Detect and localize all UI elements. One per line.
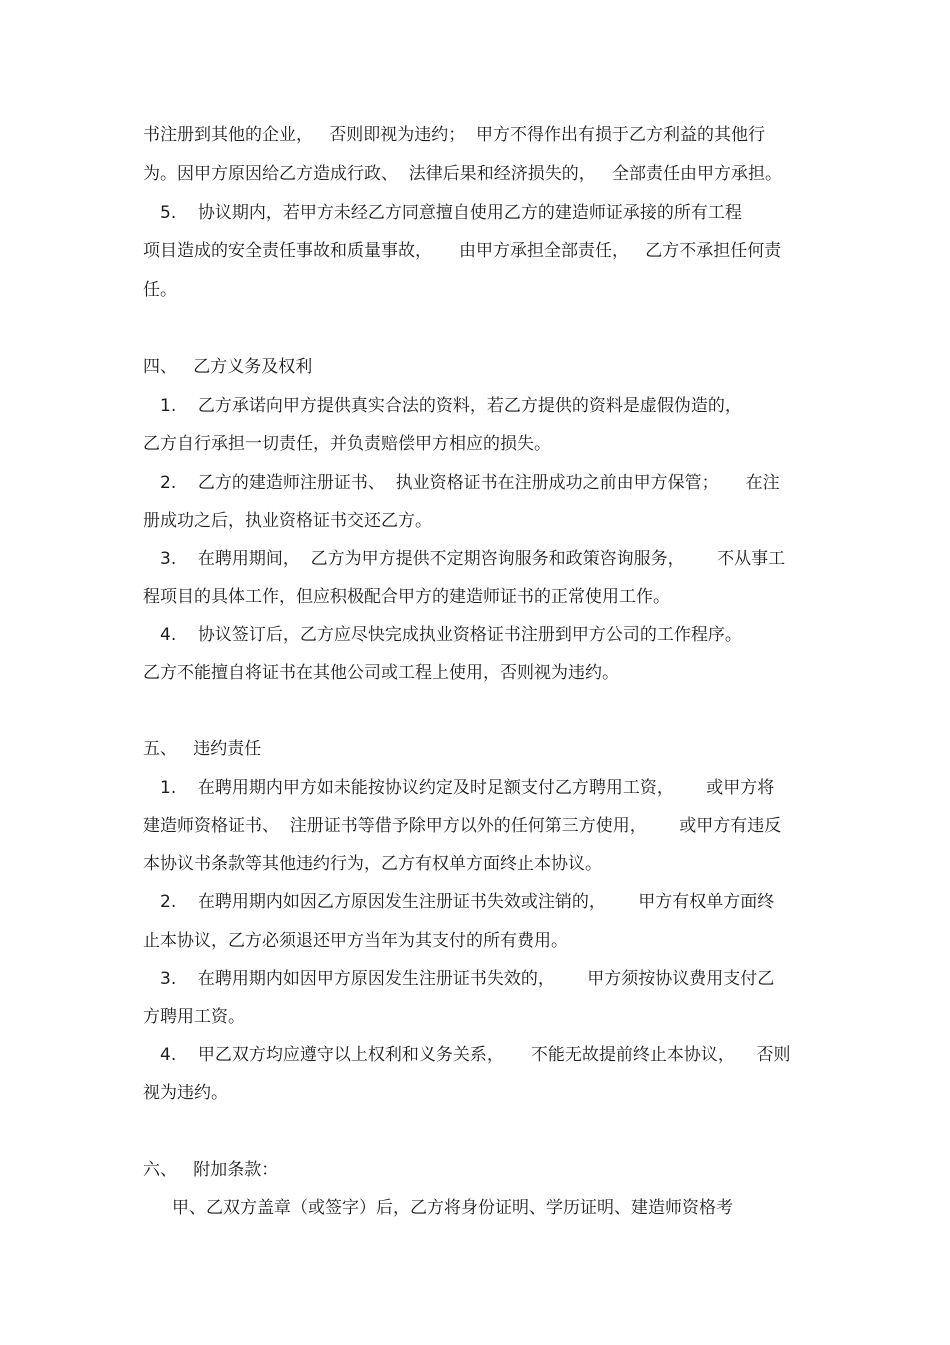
body-line: 乙方自行承担一切责任，并负责赔偿甲方相应的损失。 <box>143 434 551 454</box>
clause-line: 1. 在聘用期内甲方如未能按协议约定及时足额支付乙方聘用工资， 或甲方将 <box>160 778 775 798</box>
body-line: 项目造成的安全责任事故和质量事故， 由甲方承担全部责任， 乙方不承担任何责 <box>143 241 782 261</box>
section-heading: 六、 附加条款： <box>143 1160 279 1180</box>
body-line: 为。因甲方原因给乙方造成行政、 法律后果和经济损失的， 全部责任由甲方承担。 <box>143 164 783 184</box>
clause-line: 4. 甲乙双方均应遵守以上权利和义务关系， 不能无故提前终止本协议， 否则 <box>160 1045 791 1065</box>
clause-line: 3. 在聘用期内如因甲方原因发生注册证书失效的， 甲方须按协议费用支付乙 <box>160 969 775 989</box>
section-heading: 四、 乙方义务及权利 <box>143 357 313 377</box>
section-heading: 五、 违约责任 <box>143 739 262 759</box>
body-line: 建造师资格证书、 注册证书等借予除甲方以外的任何第三方使用， 或甲方有违反 <box>143 816 782 836</box>
body-line: 书注册到其他的企业， 否则即视为违约； 甲方不得作出有损于乙方利益的其他行 <box>143 125 766 145</box>
body-line: 程项目的具体工作，但应积极配合甲方的建造师证书的正常使用工作。 <box>143 587 670 607</box>
body-line: 视为违约。 <box>143 1083 228 1103</box>
clause-line: 3. 在聘用期间， 乙方为甲方提供不定期咨询服务和政策咨询服务， 不从事工 <box>160 549 786 569</box>
body-line: 册成功之后，执业资格证书交还乙方。 <box>143 511 432 531</box>
clause-line: 2. 在聘用期内如因乙方原因发生注册证书失效或注销的， 甲方有权单方面终 <box>160 892 775 912</box>
clause-line: 4. 协议签订后，乙方应尽快完成执业资格证书注册到甲方公司的工作程序。 <box>160 625 742 645</box>
body-line: 止本协议，乙方必须退还甲方当年为其支付的所有费用。 <box>143 931 568 951</box>
body-line: 甲、乙双方盖章（或签字）后，乙方将身份证明、学历证明、建造师资格考 <box>172 1198 733 1218</box>
clause-line: 2. 乙方的建造师注册证书、 执业资格证书在注册成功之前由甲方保管； 在注 <box>160 473 780 493</box>
body-line: 方聘用工资。 <box>143 1007 245 1027</box>
clause-line: 1. 乙方承诺向甲方提供真实合法的资料，若乙方提供的资料是虚假伪造的， <box>160 396 742 416</box>
body-line: 本协议书条款等其他违约行为，乙方有权单方面终止本协议。 <box>143 854 602 874</box>
body-line: 乙方不能擅自将证书在其他公司或工程上使用，否则视为违约。 <box>143 663 619 683</box>
clause-line: 5. 协议期内，若甲方未经乙方同意擅自使用乙方的建造师证承接的所有工程 <box>160 203 742 223</box>
body-line: 任。 <box>143 280 177 300</box>
